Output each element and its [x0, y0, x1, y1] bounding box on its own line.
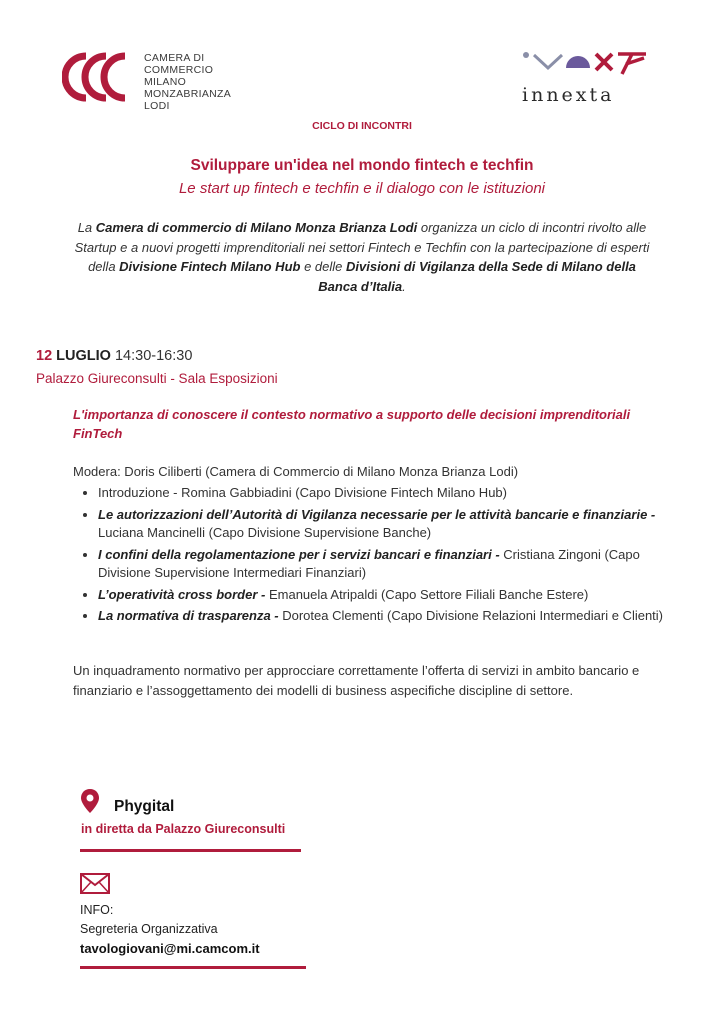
ccc-logo-text: [144, 52, 231, 112]
intro-bank-divisions: Divisioni di Vigilanza della Sede di Milano della Banca d’Italia: [318, 259, 636, 294]
divider: [80, 849, 301, 852]
agenda-speaker: Emanuela Atripaldi (Capo Settore Filiali Banche Estere): [265, 586, 589, 602]
location-pin-icon: [80, 789, 100, 813]
intro-organizer: Camera di commercio di Milano Monza Brianza Lodi: [95, 220, 418, 235]
agenda-topic: Le autorizzazioni dell’Autorità di Vigilanza necessarie per le attività bancarie e finanziarie -: [98, 506, 656, 522]
page-title: Sviluppare un'idea nel mondo fintech e techfin: [190, 157, 534, 174]
agenda-speaker: Cristiana Zingoni (Capo Divisione Supervisione Intermediari Finanziari): [98, 546, 640, 580]
secretariat-label: Segreteria Organizzativa: [80, 922, 218, 936]
contact-email[interactable]: tavologiovani@mi.camcom.it: [80, 941, 260, 956]
mail-icon: [80, 873, 110, 894]
agenda-speaker: Introduzione - Romina Gabbiadini (Capo Divisione Fintech Milano Hub): [98, 485, 507, 500]
intro-text: e delle: [300, 259, 346, 274]
intro-text: organizza un ciclo di incontri rivolto alle Startup e a nuovi progetti imprenditoriali nei settori Fintech e Techfin con la partecipazione di esperti della: [74, 220, 650, 274]
event-month: LUGLIO: [56, 348, 111, 364]
event-day: 12: [36, 348, 53, 364]
divider: [80, 966, 306, 969]
event-date: [36, 348, 192, 364]
moderator: Modera: Doris Ciliberti (Camera di Commercio di Milano Monza Brianza Lodi): [73, 464, 519, 479]
agenda-list: [80, 484, 688, 629]
live-location: in diretta da Palazzo Giureconsulti: [81, 822, 286, 836]
info-label: INFO:: [80, 903, 114, 917]
agenda-topic: L’operatività cross border -: [98, 586, 266, 602]
event-venue: Palazzo Giureconsulti - Sala Esposizioni: [36, 371, 278, 386]
ccc-logo-line: MONZABRIANZA: [144, 88, 232, 100]
event-mode: Phygital: [114, 798, 175, 815]
agenda-topic: I confini della regolamentazione per i servizi bancari e finanziari -: [98, 546, 500, 562]
intro-text: .: [402, 278, 406, 294]
agenda-item: [98, 607, 688, 626]
event-time: 14:30-16:30: [114, 348, 193, 364]
agenda-item: [98, 506, 688, 543]
innexta-wordmark: innexta: [522, 84, 615, 106]
intro-text: La: [77, 220, 96, 235]
innexta-mark-icon: [522, 50, 648, 76]
outro-paragraph: Un inquadramento normativo per approcciare correttamente l’offerta di servizi in ambito bancario e finanziario e l’assoggettamento dei modelli di business aspecifiche discipline di settore.: [73, 663, 640, 698]
ccc-logo-line: CAMERA DI: [144, 52, 205, 64]
ccc-logo-icon: [62, 52, 128, 102]
series-kicker: CICLO DI INCONTRI: [312, 120, 412, 132]
page-subtitle: Le start up fintech e techfin e il dialogo con le istituzioni: [178, 180, 546, 197]
agenda-item: [98, 586, 688, 605]
intro-paragraph: [70, 218, 654, 296]
agenda-topic: La normativa di trasparenza -: [98, 608, 279, 623]
ccc-logo-line: LODI: [144, 100, 170, 112]
ccc-logo-line: MILANO: [144, 76, 187, 88]
session-title: L'importanza di conoscere il contesto normativo a supporto delle decisioni imprenditoriali FinTech: [73, 407, 631, 441]
intro-fintech-hub: Divisione Fintech Milano Hub: [119, 259, 301, 274]
agenda-item: [98, 546, 688, 583]
agenda-item: [98, 484, 688, 503]
agenda-speaker: Luciana Mancinelli (Capo Divisione Supervisione Banche): [98, 525, 432, 540]
agenda-speaker: Dorotea Clementi (Capo Divisione Relazioni Intermediari e Clienti): [278, 608, 664, 623]
ccc-logo-line: COMMERCIO: [144, 64, 214, 76]
